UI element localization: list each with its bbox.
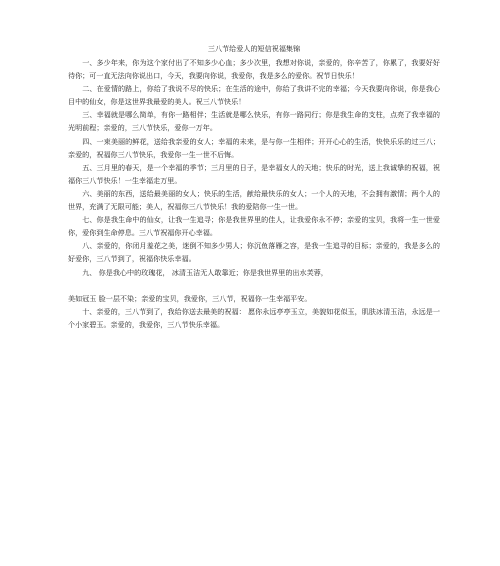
document-title: 三八节给爱人的短信祝福集锦 — [207, 44, 301, 53]
blank-line — [68, 279, 440, 292]
paragraph-6: 六、美丽的东西，送给最美丽的女人；快乐的生活，献给最快乐的女人；一个人的天地，不会拥有激情；两个人的世界，充满了无限可能；美人，祝福你三八节快乐！我的爱陪你一生一世。 — [68, 188, 440, 212]
paragraph-5: 五、三月里的春天，是一个幸福的季节；三月里的日子，是幸福女人的天地；快乐的时光，送上我诚挚的祝福，祝福你三八节快乐！一生幸福走万里。 — [68, 162, 440, 185]
paragraph-4: 四、一束美丽的鲜花，送给我亲爱的女人；幸福的未来，是与你一生相伴；开开心心的生活，快快乐乐的过三八；亲爱的，祝福你三八节快乐，我爱你一生一世不后悔。 — [68, 136, 440, 159]
paragraph-9-continued: 美如冠玉 脸一层不染；亲爱的宝贝，我爱你，三八节，祝福你一生幸福平安。 — [68, 293, 312, 303]
paragraph-7: 七、你是我生命中的仙女，让我一生追寻；你是我世界里的佳人，让我爱你永不停；亲爱的宝贝，我将一生一世爱你，爱你到生命停息。三八节祝福你开心幸福。 — [68, 215, 440, 238]
paragraph-10: 十、亲爱的，三八节到了，我给你送去最美的祝福： 愿你永远亭亭玉立，美貌如花似玉，肌肤冰清玉洁，永远是一个小家碧玉。亲爱的，我爱你，三八节快乐幸福。 — [68, 306, 440, 329]
paragraph-8: 八、亲爱的，你闭月羞花之美，迷倒不知多少男人；你沉鱼落雁之容，是我一生追寻的目标；亲爱的，我是多么的好爱你，三八节到了，祝福你快乐幸福。 — [68, 241, 440, 264]
paragraph-3: 三、幸福就是哪么简单，有你一路相伴；生活就是哪么快乐，有你一路同行；你是我生命的支柱，点亮了我幸福的光明前程；亲爱的，三八节快乐，爱你一万年。 — [68, 110, 440, 133]
document-body — [68, 42, 440, 331]
paragraph-1: 一、多少年来，你为这个家付出了不知多少心血；多少次里，我想对你说，亲爱的，你辛苦了，你累了，我要好好待你；可一直无法向你说出口，今天，我要向你说，我爱你，我是多么的爱你。祝节日快乐！ — [68, 58, 440, 81]
paragraph-9: 九、 你是我心中的玫瑰花， 冰清玉洁无人敢靠近；你是我世界里的出水芙蓉， — [82, 267, 328, 277]
paragraph-2: 二、在爱情的路上，你给了我说不尽的快乐；在生活的途中，你给了我讲不完的幸福；今天我要向你说，你是我心目中的仙女，你是这世界我最爱的美人。祝三八节快乐！ — [68, 84, 440, 107]
